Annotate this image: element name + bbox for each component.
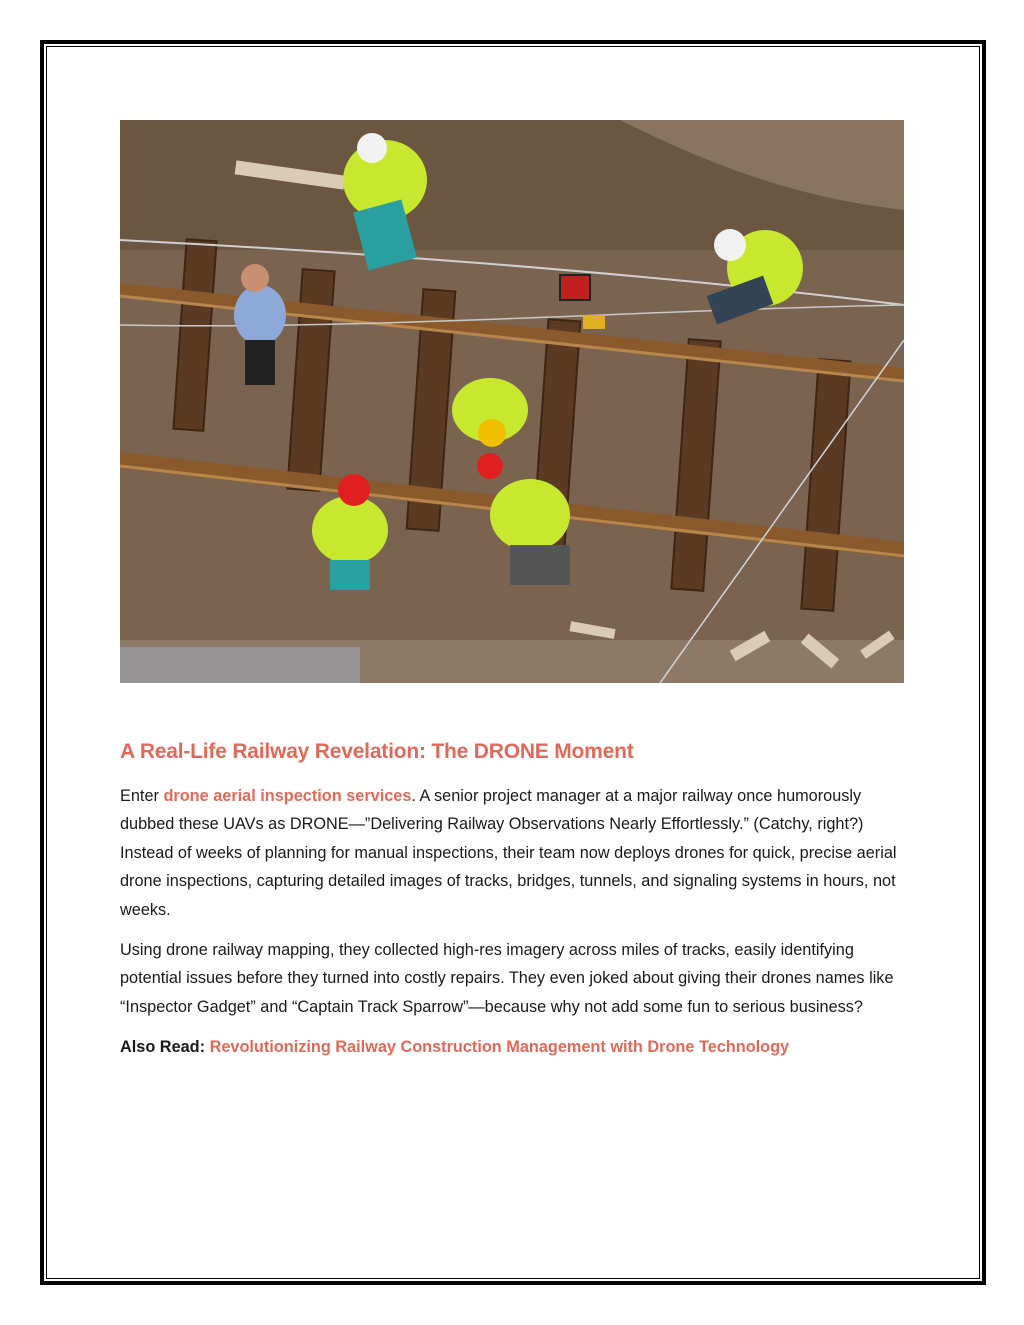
hero-image [120, 120, 904, 683]
paragraph-intro [120, 782, 910, 924]
paragraph-intro-prefix: Enter [120, 787, 164, 805]
concrete-slab [120, 647, 360, 683]
article-heading: A Real-Life Railway Revelation: The DRONE Moment [120, 740, 634, 763]
also-read-link[interactable]: Revolutionizing Railway Construction Management with Drone Technology [209, 1038, 790, 1057]
railway-workers-illustration [120, 120, 904, 683]
paragraph-intro-rest: . A senior project manager at a major railway once humorously dubbed these UAVs as DRONE—”Delivering Railway Observations Nearly Effortlessly.” (Catchy, right?) Instead of weeks of planning for manual inspections, their team now deploys drones for quick, precise aerial drone inspections, capturing detailed images of tracks, bridges, tunnels, and signaling systems in hours, not weeks. [120, 787, 897, 919]
drone-services-link[interactable]: drone aerial inspection services [163, 787, 412, 805]
also-read [120, 1033, 910, 1061]
paragraph-mapping: Using drone railway mapping, they collected high-res imagery across miles of tracks, easily identifying potential issues before they turned into costly repairs. They even joked about giving their drones names like “Inspector Gadget” and “Captain Track Sparrow”—because why not add some fun to serious business? [120, 941, 894, 1016]
article-content [120, 740, 910, 1074]
also-read-label: Also Read: [120, 1038, 210, 1057]
